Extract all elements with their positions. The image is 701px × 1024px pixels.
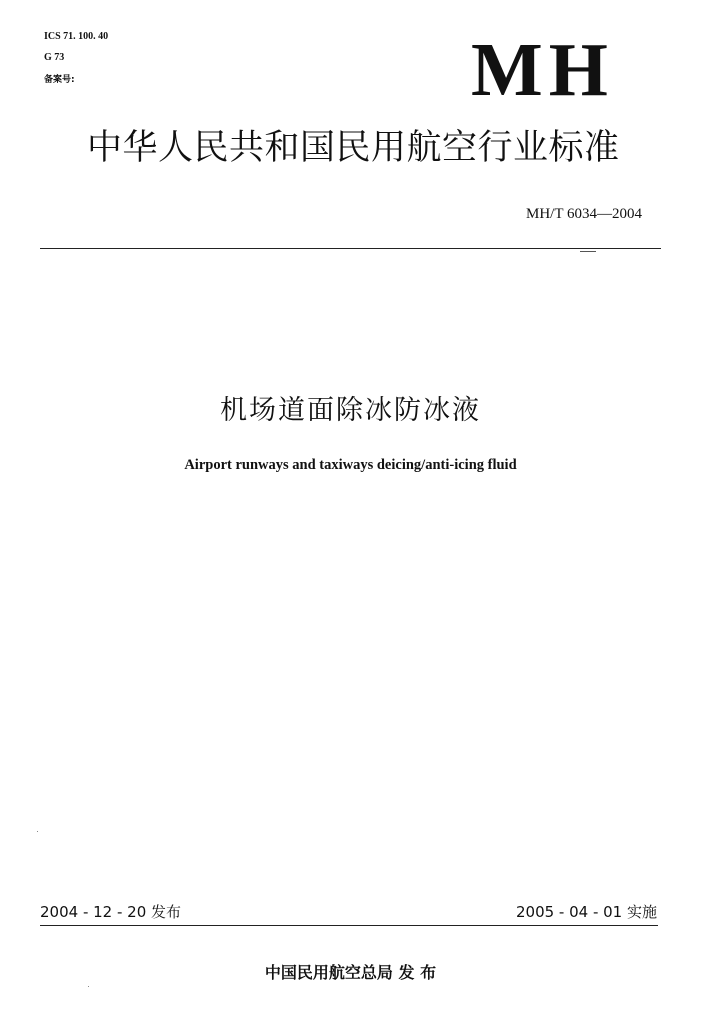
issuing-authority: 中国民用航空总局 发 布 bbox=[264, 963, 437, 982]
standard-number: MH/T 6034—2004 bbox=[526, 206, 642, 222]
scan-speck bbox=[37, 831, 38, 832]
header-divider bbox=[40, 248, 661, 249]
standard-category-title: 中华人民共和国民用航空行业标准 bbox=[87, 128, 620, 168]
publish-date: 2004 - 12 - 20 发布 bbox=[40, 903, 182, 921]
implementation-date: 2005 - 04 - 01 实施 bbox=[515, 903, 657, 921]
classification-code: G 73 bbox=[44, 52, 65, 63]
header-divider-mark bbox=[580, 251, 596, 252]
document-title-chinese: 机场道面除冰防冰液 bbox=[220, 395, 481, 426]
ics-code: ICS 71. 100. 40 bbox=[44, 31, 109, 42]
footer-divider bbox=[40, 925, 658, 926]
mh-logo: MH bbox=[471, 28, 614, 112]
scan-speck bbox=[88, 986, 89, 987]
document-title-english: Airport runways and taxiways deicing/anti-icing fluid bbox=[184, 457, 517, 473]
record-number-label: 备案号: bbox=[44, 75, 75, 85]
